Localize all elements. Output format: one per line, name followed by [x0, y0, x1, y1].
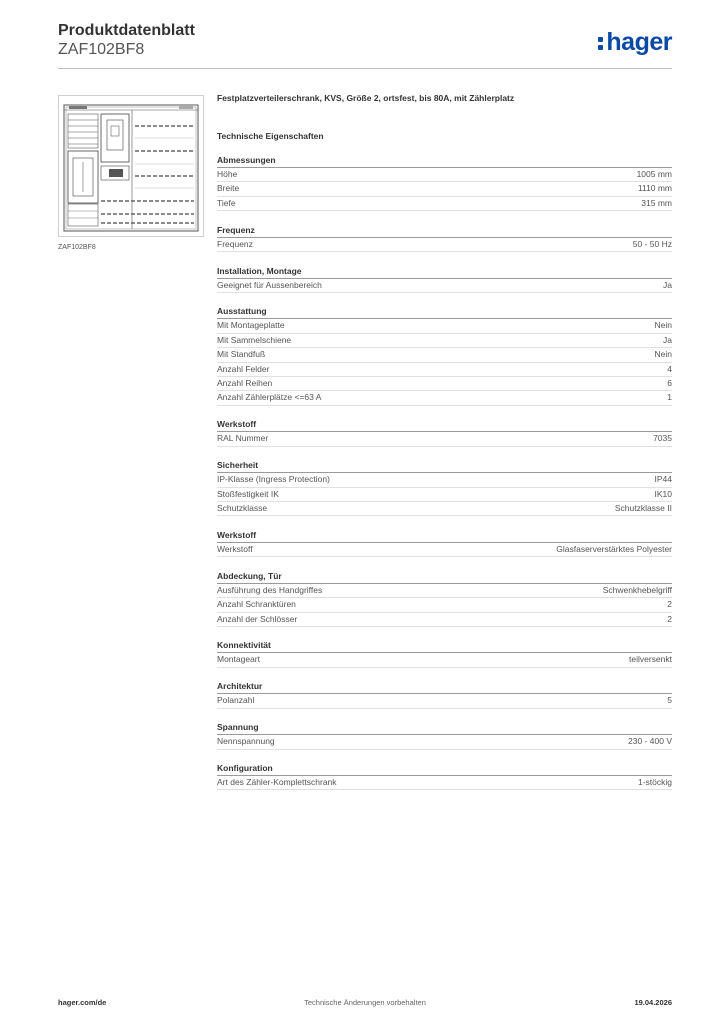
property-label: Mit Standfuß [217, 349, 266, 360]
property-label: Anzahl Felder [217, 363, 270, 374]
property-value: Ja [663, 334, 672, 345]
property-label: Stoßfestigkeit IK [217, 488, 279, 499]
logo-colon-icon [598, 33, 604, 51]
property-label: Schutzklasse [217, 502, 268, 513]
property-label: Mit Sammelschiene [217, 334, 292, 345]
property-label: Nennspannung [217, 736, 275, 747]
hager-logo [598, 28, 672, 57]
property-row [217, 197, 672, 211]
footer-disclaimer: Technische Änderungen vorbehalten [304, 998, 426, 1007]
property-label: Geeignet für Aussenbereich [217, 279, 322, 290]
property-row [217, 319, 672, 333]
property-section [217, 265, 672, 293]
property-row [217, 543, 672, 557]
property-row [217, 653, 672, 667]
property-section [217, 570, 672, 627]
property-row [217, 279, 672, 293]
property-label: Polanzahl [217, 695, 255, 706]
property-value: 315 mm [641, 197, 672, 208]
property-label: Montageart [217, 654, 260, 665]
section-title: Sicherheit [217, 459, 672, 473]
property-value: 1110 mm [637, 183, 672, 194]
section-title: Werkstoff [217, 418, 672, 432]
property-label: Tiefe [217, 197, 236, 208]
property-row [217, 694, 672, 708]
property-value: Glasfaserverstärktes Polyester [556, 543, 672, 554]
property-value: 6 [667, 378, 672, 389]
property-value: IP44 [654, 474, 672, 485]
document-subtitle: ZAF102BF8 [58, 41, 145, 58]
property-row [217, 363, 672, 377]
image-caption: ZAF102BF8 [58, 244, 96, 251]
section-title: Installation, Montage [217, 265, 672, 279]
logo-text: hager [606, 28, 672, 56]
technical-properties-heading: Technische Eigenschaften [217, 131, 324, 141]
footer-date: 19.04.2026 [634, 998, 672, 1007]
property-value: Ja [663, 279, 672, 290]
property-value: 50 - 50 Hz [632, 238, 672, 249]
property-label: Mit Montageplatte [217, 320, 285, 331]
section-title: Konnektivität [217, 639, 672, 653]
property-row [217, 238, 672, 252]
property-value: 4 [667, 363, 672, 374]
section-title: Architektur [217, 680, 672, 694]
section-title: Werkstoff [217, 529, 672, 543]
property-row [217, 391, 672, 405]
property-value: teilversenkt [629, 654, 672, 665]
property-section [217, 529, 672, 557]
property-value: Schwenkhebelgriff [602, 584, 672, 595]
property-row [217, 598, 672, 612]
section-title: Frequenz [217, 224, 672, 238]
section-title: Spannung [217, 721, 672, 735]
property-label: Höhe [217, 169, 238, 179]
property-label: Breite [217, 183, 240, 194]
header-divider [58, 68, 672, 69]
section-title: Konfiguration [217, 762, 672, 776]
property-section [217, 459, 672, 516]
property-label: Frequenz [217, 238, 253, 249]
property-section [217, 305, 672, 405]
product-description: Festplatzverteilerschrank, KVS, Größe 2, ortsfest, bis 80A, mit Zählerplatz [217, 93, 515, 103]
property-label: Anzahl Schranktüren [217, 599, 296, 610]
property-row [217, 502, 672, 516]
product-image [58, 95, 204, 237]
property-label: Anzahl Reihen [217, 378, 273, 389]
property-label: Anzahl Zählerplätze <=63 A [217, 392, 322, 403]
property-label: RAL Nummer [217, 433, 269, 444]
property-row [217, 182, 672, 196]
property-value: 230 - 400 V [628, 736, 672, 747]
property-section [217, 639, 672, 667]
section-title: Ausstattung [217, 305, 672, 319]
property-row [217, 348, 672, 362]
property-value: 1 [667, 392, 672, 403]
property-section [217, 721, 672, 749]
property-value: 5 [667, 695, 672, 706]
property-value: 2 [667, 599, 672, 610]
property-section [217, 680, 672, 708]
property-row [217, 432, 672, 446]
property-section [217, 224, 672, 252]
property-value: Nein [654, 320, 672, 331]
property-row [217, 473, 672, 487]
product-summary [217, 92, 672, 142]
property-row [217, 735, 672, 749]
footer-website: hager.com/de [58, 998, 107, 1007]
property-row [217, 168, 672, 182]
property-value: 2 [667, 613, 672, 624]
property-section [217, 154, 672, 211]
property-label: Ausführung des Handgriffes [217, 584, 323, 595]
property-value: 1-stöckig [637, 777, 672, 788]
property-value: IK10 [654, 488, 672, 499]
property-row [217, 613, 672, 627]
cabinet-drawing-icon [59, 96, 203, 236]
section-title: Abdeckung, Tür [217, 570, 672, 584]
page-header [58, 22, 672, 60]
property-value: 7035 [653, 433, 672, 444]
property-label: Art des Zähler-Komplettschrank [217, 777, 337, 788]
section-title: Abmessungen [217, 154, 672, 168]
property-label: Anzahl der Schlösser [217, 613, 298, 624]
property-row [217, 488, 672, 502]
property-row [217, 584, 672, 598]
property-value: Nein [654, 349, 672, 360]
property-row [217, 776, 672, 790]
document-title: Produktdatenblatt [58, 22, 195, 39]
property-row [217, 377, 672, 391]
property-sections [217, 154, 672, 803]
property-value: 1005 mm [636, 169, 672, 179]
property-section [217, 762, 672, 790]
property-label: Werkstoff [217, 543, 253, 554]
property-label: IP-Klasse (Ingress Protection) [217, 474, 330, 485]
property-row [217, 334, 672, 348]
property-section [217, 418, 672, 446]
property-value: Schutzklasse II [614, 502, 672, 513]
